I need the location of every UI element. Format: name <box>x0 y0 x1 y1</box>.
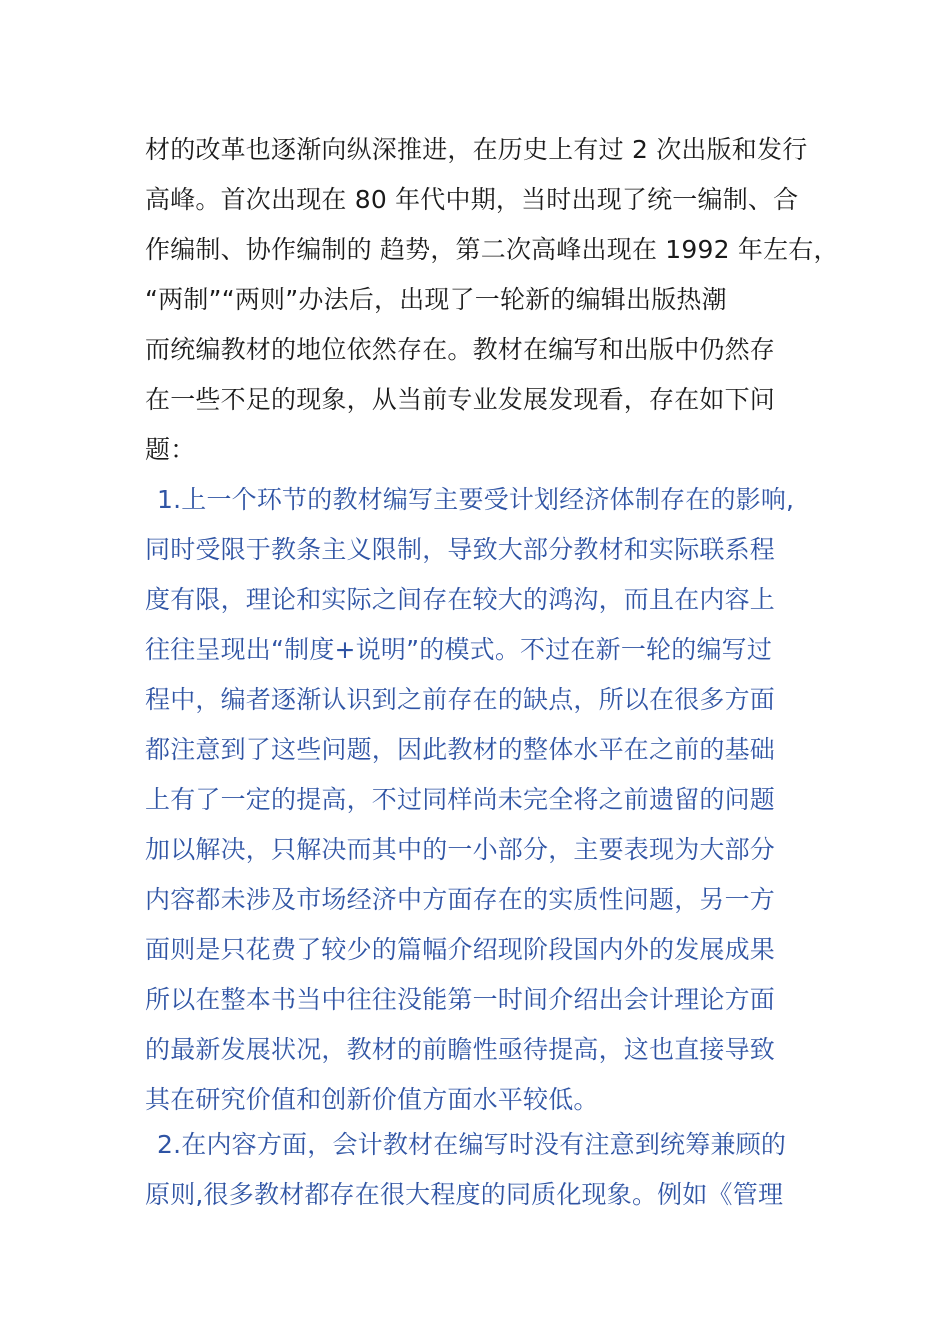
intro-line: 而统编教材的地位依然存在。教材在编写和出版中仍然存 <box>145 335 776 364</box>
point-1-line: 都注意到了这些问题，因此教材的整体水平在之前的基础 <box>145 735 776 764</box>
point-1-line: 其在研究价值和创新价值方面水平较低。 <box>145 1085 599 1114</box>
intro-paragraph <box>145 125 839 475</box>
point-1-line: 程中，编者逐渐认识到之前存在的缺点，所以在很多方面 <box>145 685 776 714</box>
point-1-paragraph <box>145 475 825 1125</box>
intro-line: 题： <box>145 435 196 464</box>
intro-line: 在一些不足的现象，从当前专业发展发现看，存在如下问 <box>145 385 776 414</box>
point-2-paragraph <box>145 1120 825 1220</box>
intro-line: “两制”“两则”办法后，出现了一轮新的编辑出版热潮 <box>145 285 727 314</box>
point-1-line: 上有了一定的提高，不过同样尚未完全将之前遗留的问题 <box>145 785 776 814</box>
point-2-line: 原则,很多教材都存在很大程度的同质化现象。例如《管理 <box>145 1180 784 1209</box>
point-1-line: 同时受限于教条主义限制，导致大部分教材和实际联系程 <box>145 535 776 564</box>
point-1-line: 面则是只花费了较少的篇幅介绍现阶段国内外的发展成果 <box>145 935 776 964</box>
point-1-line: 内容都未涉及市场经济中方面存在的实质性问题，另一方 <box>145 885 776 914</box>
intro-line: 材的改革也逐渐向纵深推进，在历史上有过 2 次出版和发行 <box>145 135 808 164</box>
point-1-line: 度有限，理论和实际之间存在较大的鸿沟，而且在内容上 <box>145 585 776 614</box>
point-1-line: 加以解决，只解决而其中的一小部分，主要表现为大部分 <box>145 835 776 864</box>
intro-line: 作编制、协作编制的 趋势，第二次高峰出现在 1992 年左右， <box>145 235 839 264</box>
point-1-line: 的最新发展状况，教材的前瞻性亟待提高，这也直接导致 <box>145 1035 776 1064</box>
point-1-line: 所以在整本书当中往往没能第一时间介绍出会计理论方面 <box>145 985 776 1014</box>
point-1-line: 1.上一个环节的教材编写主要受计划经济体制存在的影响, <box>157 485 795 514</box>
intro-line: 高峰。首次出现在 80 年代中期，当时出现了统一编制、合 <box>145 185 799 214</box>
point-2-line: 2.在内容方面，会计教材在编写时没有注意到统筹兼顾的 <box>157 1130 787 1159</box>
point-1-line: 往往呈现出“制度+说明”的模式。不过在新一轮的编写过 <box>145 635 773 664</box>
